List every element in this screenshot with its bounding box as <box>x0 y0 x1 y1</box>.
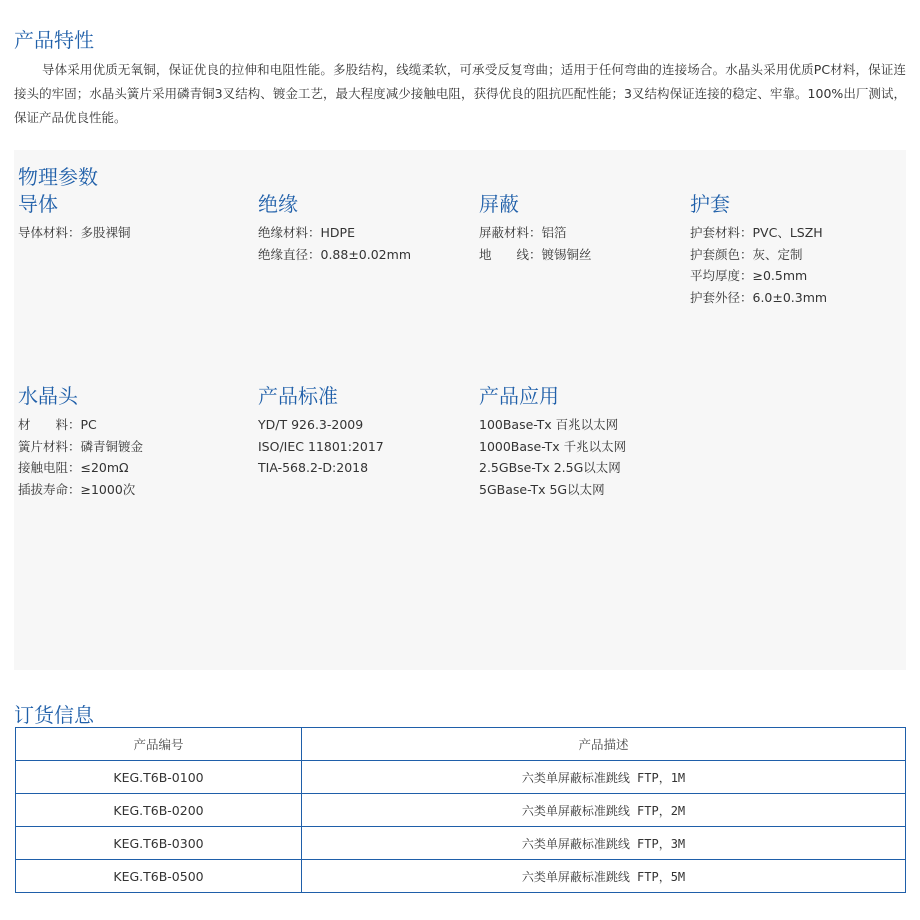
group-title: 产品标准 <box>258 384 338 408</box>
product-code: KEG.T6B-0200 <box>16 794 302 827</box>
product-description: 六类单屏蔽标准跳线 FTP，1M <box>302 761 906 794</box>
physical-title: 物理参数 <box>18 165 98 189</box>
spec-line: 材 料：PC <box>18 417 97 432</box>
group-jacket <box>690 192 827 308</box>
spec-line: 护套颜色：灰、定制 <box>690 246 803 262</box>
spec-line: 护套材料：PVC、LSZH <box>690 225 823 240</box>
order-table <box>15 727 906 893</box>
spec-line: 插拔寿命：≥1000次 <box>18 481 136 497</box>
spec-line: 屏蔽材料：铝箔 <box>479 225 567 240</box>
group-title: 水晶头 <box>18 384 78 408</box>
spec-line: 1000Base-Tx 千兆以太网 <box>479 438 627 454</box>
table-row <box>16 794 906 827</box>
group-insulation <box>258 192 411 265</box>
table-header-row <box>16 728 906 761</box>
spec-line: YD/T 926.3-2009 <box>258 417 364 432</box>
spec-line: 地 线：镀锡铜丝 <box>479 246 592 262</box>
group-conductor <box>18 192 131 244</box>
spec-line: ISO/IEC 11801:2017 <box>258 438 384 454</box>
spec-line: 平均厚度：≥0.5mm <box>690 268 808 283</box>
product-code: KEG.T6B-0300 <box>16 827 302 860</box>
spec-line: TIA-568.2-D:2018 <box>258 460 369 475</box>
product-description: 六类单屏蔽标准跳线 FTP，3M <box>302 827 906 860</box>
group-title: 护套 <box>690 192 730 216</box>
spec-line: 绝缘材料：HDPE <box>258 225 355 240</box>
table-row <box>16 761 906 794</box>
group-shielding <box>479 192 592 265</box>
features-title: 产品特性 <box>14 28 94 52</box>
column-header-description: 产品描述 <box>302 728 906 761</box>
group-plug <box>18 384 143 500</box>
table-row <box>16 860 906 893</box>
product-description: 六类单屏蔽标准跳线 FTP，2M <box>302 794 906 827</box>
group-title: 屏蔽 <box>479 192 519 216</box>
spec-line: 簧片材料：磷青铜镀金 <box>18 438 144 454</box>
product-code: KEG.T6B-0100 <box>16 761 302 794</box>
table-row <box>16 827 906 860</box>
group-applications <box>479 384 626 500</box>
spec-line: 100Base-Tx 百兆以太网 <box>479 417 619 432</box>
order-title: 订货信息 <box>14 703 94 727</box>
group-title: 导体 <box>18 192 58 216</box>
group-title: 产品应用 <box>479 384 559 408</box>
column-header-code: 产品编号 <box>16 728 302 761</box>
spec-line: 绝缘直径：0.88±0.02mm <box>258 246 411 262</box>
group-standards <box>258 384 384 479</box>
features-body: 导体采用优质无氧铜，保证优良的拉伸和电阻性能。多股结构，线缆柔软，可承受反复弯曲；适用于任何弯曲的连接场合。水晶头采用优质PC材料，保证连接头的牢固；水晶头簧片采用磷青铜3叉结构、镀金工艺，最大程度减少接触电阻，获得优良的阻抗匹配性能；3叉结构保证连接的稳定、牢靠。100%出厂测试，保证产品优良性能。 <box>14 62 906 125</box>
spec-line: 护套外径：6.0±0.3mm <box>690 289 828 305</box>
spec-line: 接触电阻：≤20mΩ <box>18 460 129 475</box>
spec-line: 2.5GBse-Tx 2.5G以太网 <box>479 460 621 475</box>
group-title: 绝缘 <box>258 192 298 216</box>
spec-line: 5GBase-Tx 5G以太网 <box>479 481 605 497</box>
spec-line: 导体材料：多股裸铜 <box>18 225 131 240</box>
product-code: KEG.T6B-0500 <box>16 860 302 893</box>
product-description: 六类单屏蔽标准跳线 FTP，5M <box>302 860 906 893</box>
